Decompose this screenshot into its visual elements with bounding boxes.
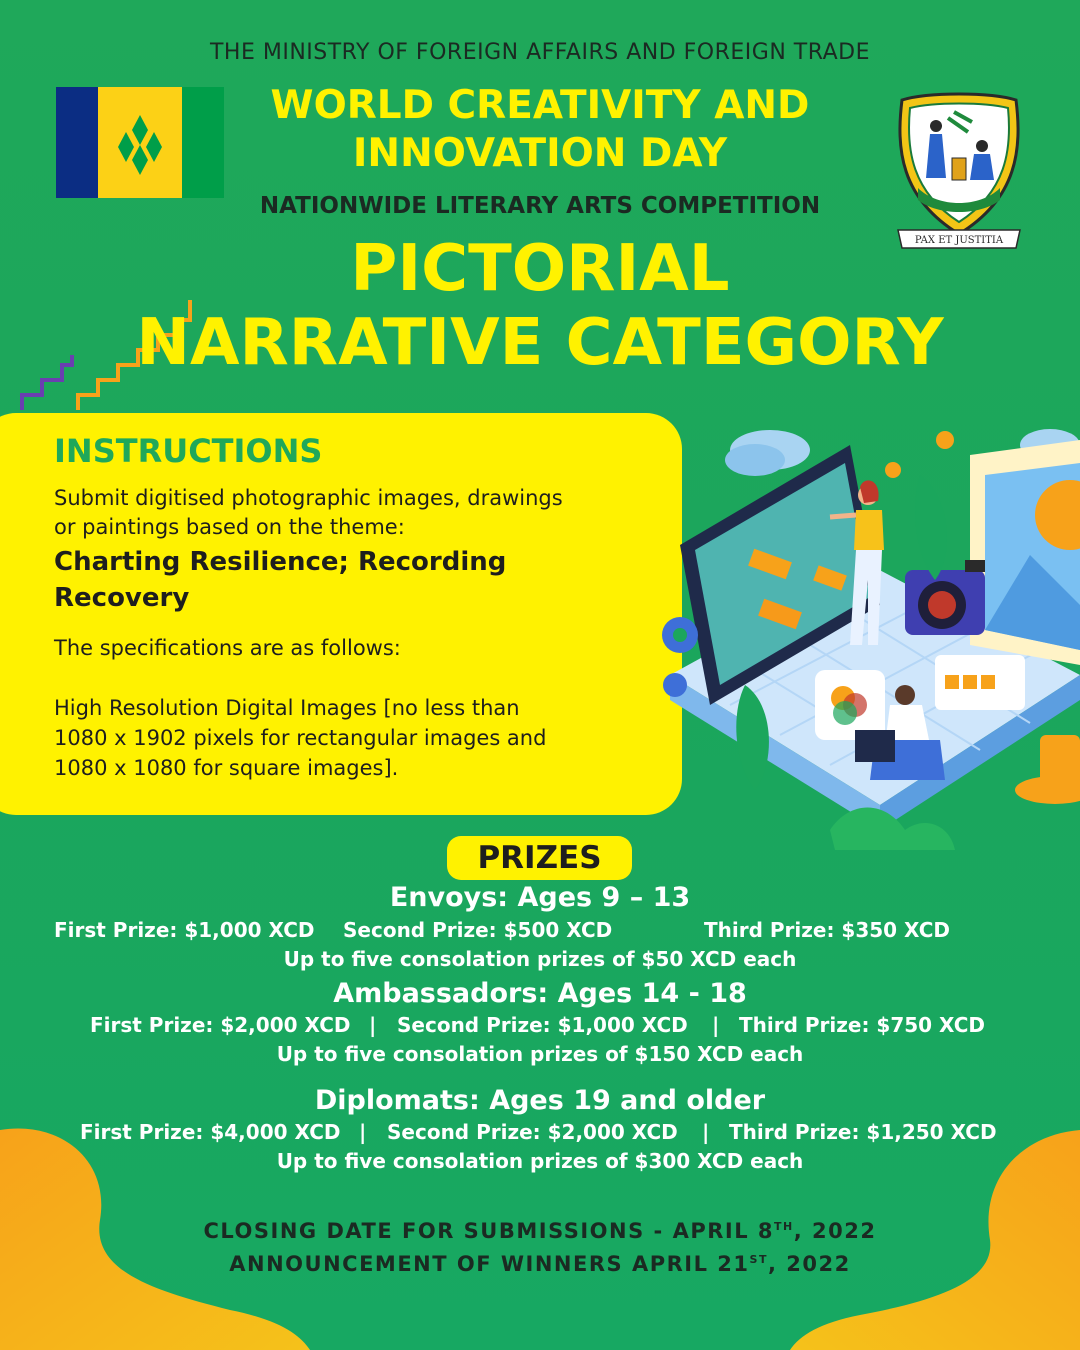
envoys-second: Second Prize: $500 XCD — [343, 918, 613, 942]
envoys-title: Envoys: Ages 9 – 13 — [389, 882, 691, 913]
instructions-theme — [54, 544, 614, 616]
diplomats-first: First Prize: $4,000 XCD — [80, 1120, 341, 1144]
ambassadors-separator-1: | — [369, 1013, 377, 1037]
category-line2: NARRATIVE CATEGORY — [136, 306, 944, 380]
ambassadors-third: Third Prize: $750 XCD — [739, 1013, 986, 1037]
competition-title: NATIONWIDE LITERARY ARTS COMPETITION — [259, 193, 821, 219]
prizes-badge: PRIZES — [447, 836, 632, 880]
announcement-prefix: ANNOUNCEMENT OF WINNERS APRIL 21 — [229, 1252, 750, 1276]
closing-date-suffix: , 2022 — [793, 1219, 877, 1243]
event-title-line2: INNOVATION DAY — [352, 131, 728, 176]
diplomats-separator-1: | — [359, 1120, 367, 1144]
envoys-first: First Prize: $1,000 XCD — [54, 918, 315, 942]
diplomats-third: Third Prize: $1,250 XCD — [729, 1120, 997, 1144]
announcement-sup: ST — [749, 1253, 768, 1266]
ambassadors-title: Ambassadors: Ages 14 - 18 — [333, 978, 747, 1009]
diplomats-consolation: Up to five consolation prizes of $300 XCD each — [276, 1149, 804, 1173]
ambassadors-separator-2: | — [712, 1013, 720, 1037]
ambassadors-second: Second Prize: $1,000 XCD — [397, 1013, 688, 1037]
spec-line3: 1080 x 1080 for square images]. — [54, 756, 399, 780]
diplomats-title: Diplomats: Ages 19 and older — [314, 1085, 766, 1116]
spec-line2: 1080 x 1902 pixels for rectangular images and — [54, 726, 547, 750]
diplomats-second: Second Prize: $2,000 XCD — [387, 1120, 678, 1144]
announcement-date — [0, 1252, 1080, 1276]
spec-line1: High Resolution Digital Images [no less than — [54, 696, 520, 720]
closing-date — [0, 1219, 1080, 1243]
diplomats-separator-2: | — [702, 1120, 710, 1144]
event-title — [220, 82, 860, 178]
ambassadors-consolation: Up to five consolation prizes of $150 XCD each — [276, 1042, 804, 1066]
artist-illustration-icon — [650, 405, 1080, 875]
ministry-heading: THE MINISTRY OF FOREIGN AFFAIRS AND FOREIGN TRADE — [209, 40, 871, 65]
envoys-third: Third Prize: $350 XCD — [704, 918, 951, 942]
announcement-suffix: , 2022 — [767, 1252, 851, 1276]
envoys-consolation: Up to five consolation prizes of $50 XCD each — [283, 947, 797, 971]
spec-intro: The specifications are as follows: — [54, 636, 401, 660]
closing-date-sup: TH — [774, 1220, 794, 1233]
theme-line1: Charting Resilience; Recording — [54, 547, 507, 577]
event-title-line1: WORLD CREATIVITY AND — [270, 83, 810, 128]
closing-date-prefix: CLOSING DATE FOR SUBMISSIONS - APRIL 8 — [203, 1219, 775, 1243]
theme-line2: Recovery — [54, 583, 190, 613]
instructions-line2: or paintings based on the theme: — [54, 515, 405, 539]
flag-svg-icon — [56, 87, 224, 198]
coat-motto-text: PAX ET JUSTITIA — [914, 235, 1004, 246]
category-title — [0, 232, 1080, 380]
instructions-heading: INSTRUCTIONS — [54, 432, 323, 470]
category-line1: PICTORIAL — [350, 232, 730, 306]
instructions-line1: Submit digitised photographic images, drawings — [54, 486, 563, 510]
ambassadors-first: First Prize: $2,000 XCD — [90, 1013, 351, 1037]
